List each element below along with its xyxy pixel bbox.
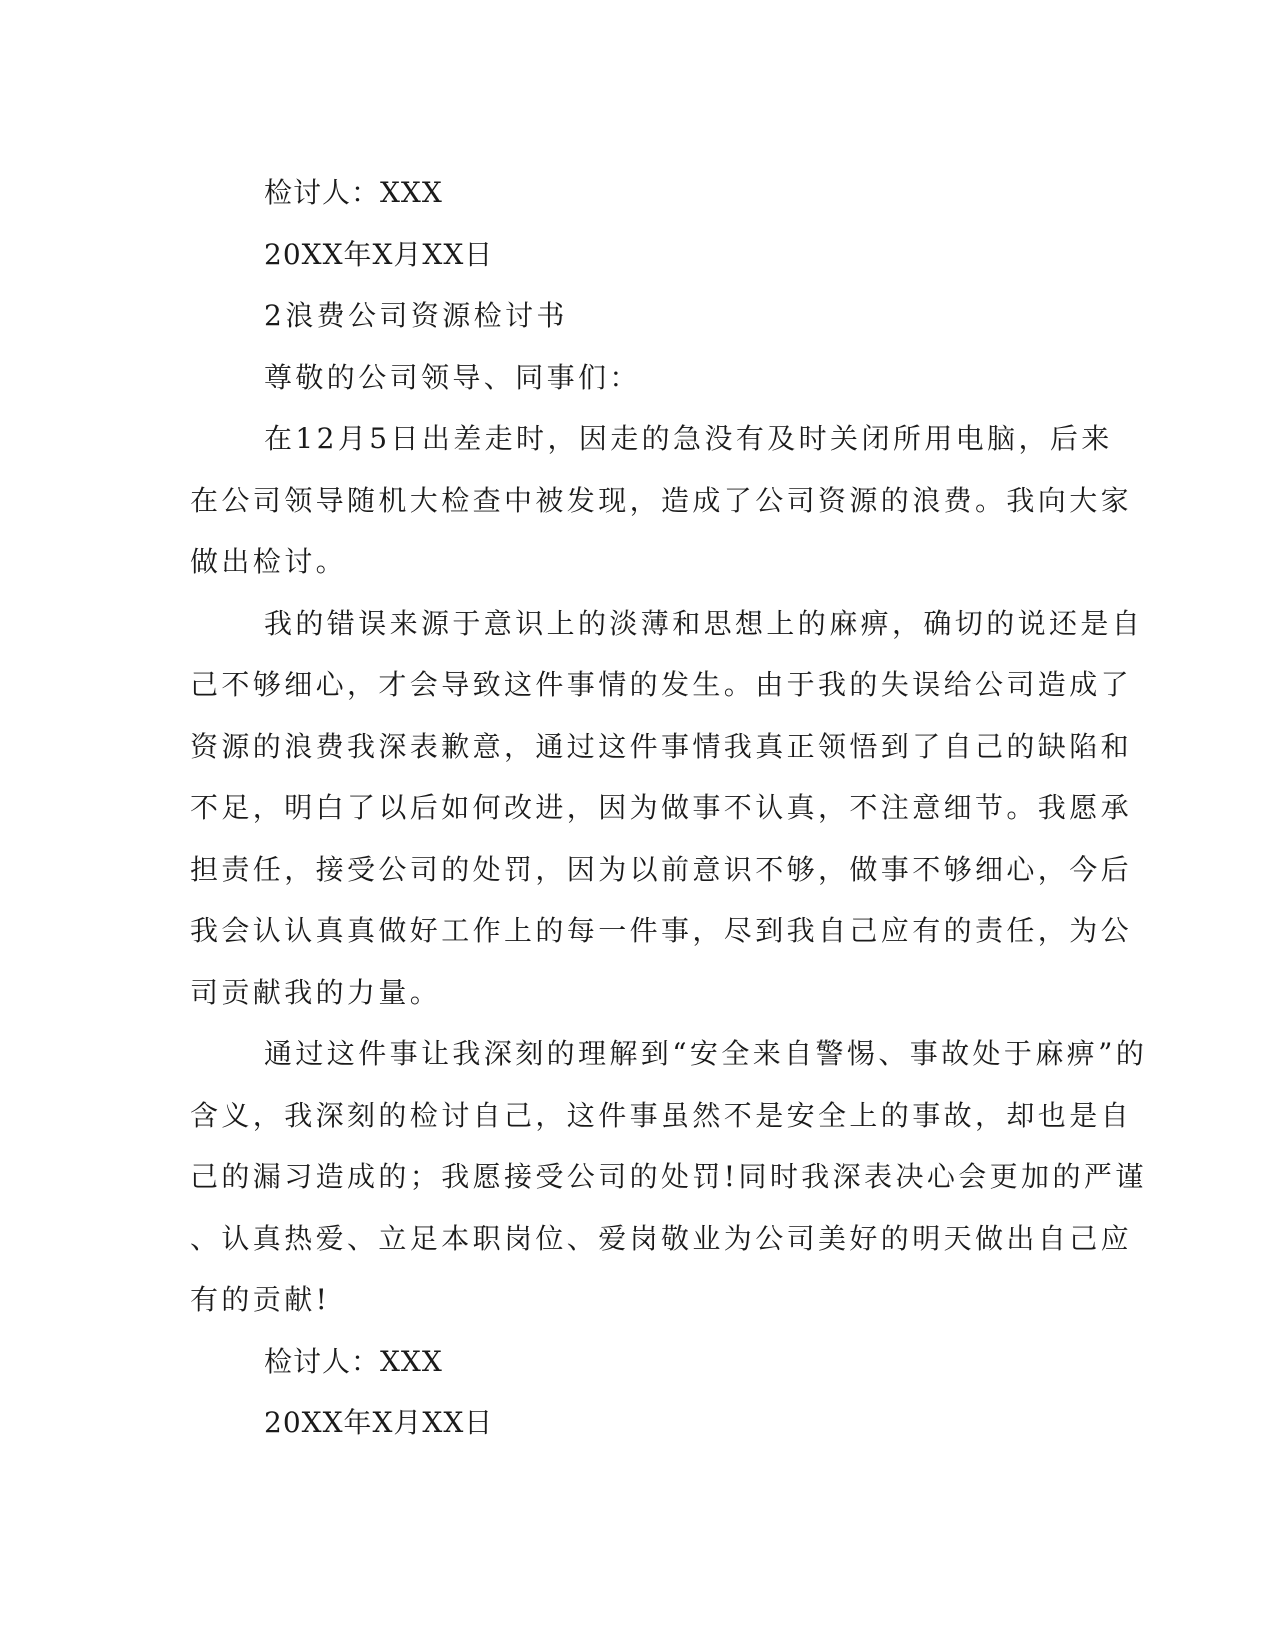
paragraph-1-line-1: 在12月5日出差走时，因走的急没有及时关闭所用电脑，后来 — [264, 422, 1113, 455]
paragraph-2-line-5: 担责任，接受公司的处罚，因为以前意识不够，做事不够细心，今后 — [190, 852, 1133, 886]
salutation: 尊敬的公司领导、同事们： — [264, 360, 641, 394]
date-line: 20XX年X月XX日 — [264, 237, 494, 271]
paragraph-2-line-7: 司贡献我的力量。 — [190, 975, 442, 1009]
paragraph-3-line-4: 、认真热爱、立足本职岗位、爱岗敬业为公司美好的明天做出自己应 — [190, 1221, 1133, 1255]
closing-signature-line: 检讨人：XXX — [264, 1344, 443, 1378]
document-body — [190, 162, 1148, 1454]
signature-line: 检讨人：XXX — [264, 176, 443, 209]
paragraph-2-line-3: 资源的浪费我深表歉意，通过这件事情我真正领悟到了自己的缺陷和 — [190, 729, 1133, 763]
paragraph-2-line-6: 我会认认真真做好工作上的每一件事，尽到我自己应有的责任，为公 — [190, 914, 1133, 947]
paragraph-3-line-3: 己的漏习造成的；我愿接受公司的处罚!同时我深表决心会更加的严谨 — [190, 1160, 1147, 1193]
section-title: 2浪费公司资源检讨书 — [264, 299, 568, 332]
paragraph-2-line-2: 己不够细心，才会导致这件事情的发生。由于我的失误给公司造成了 — [190, 668, 1133, 701]
paragraph-2-line-4: 不足，明白了以后如何改进，因为做事不认真，不注意细节。我愿承 — [190, 791, 1133, 824]
paragraph-2-line-1: 我的错误来源于意识上的淡薄和思想上的麻痹，确切的说还是自 — [264, 606, 1144, 640]
paragraph-3-line-5: 有的贡献! — [190, 1283, 331, 1316]
paragraph-1-line-2: 在公司领导随机大检查中被发现，造成了公司资源的浪费。我向大家 — [190, 483, 1133, 517]
paragraph-1-line-3: 做出检讨。 — [190, 545, 348, 578]
paragraph-3-line-2: 含义，我深刻的检讨自己，这件事虽然不是安全上的事故，却也是自 — [190, 1098, 1133, 1132]
closing-date-line: 20XX年X月XX日 — [264, 1406, 494, 1439]
paragraph-3-line-1: 通过这件事让我深刻的理解到“安全来自警惕、事故处于麻痹”的 — [264, 1037, 1148, 1070]
